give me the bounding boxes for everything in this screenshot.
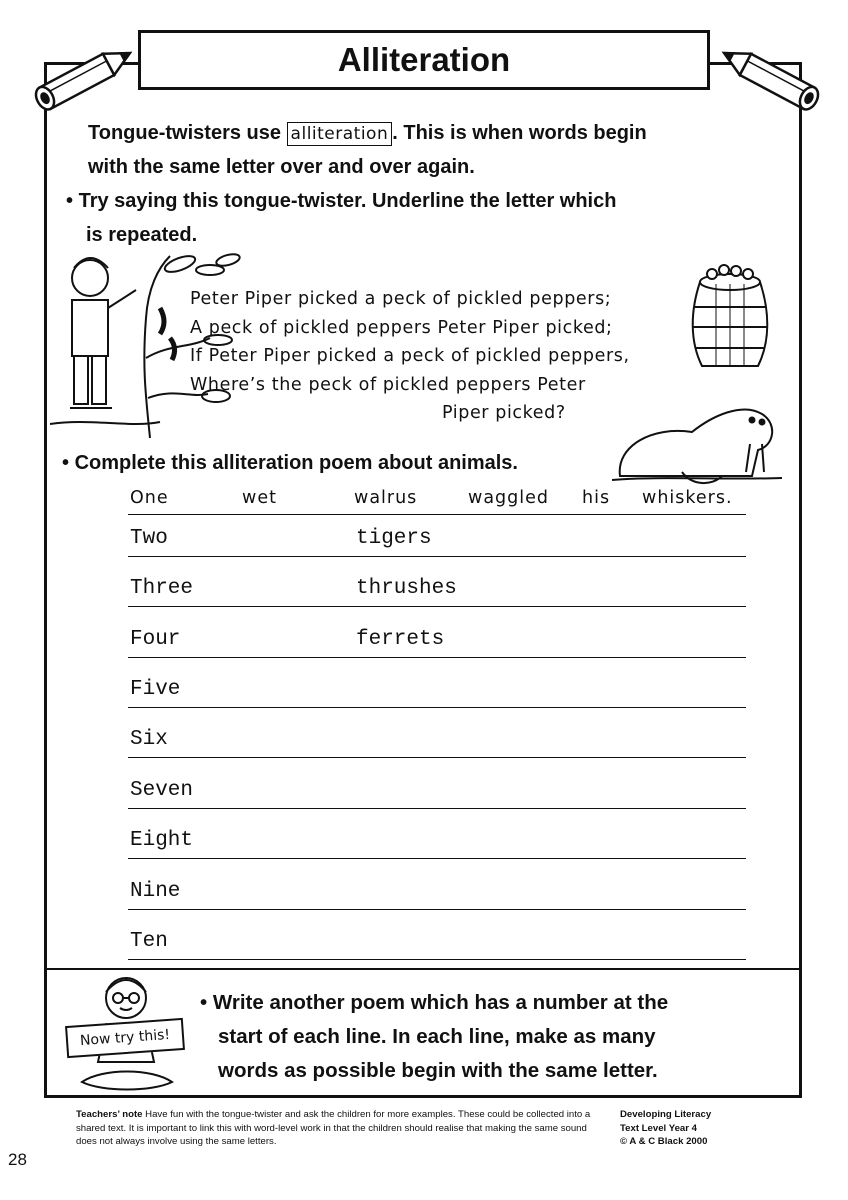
now-try-this-sign: Now try this! xyxy=(65,1018,185,1058)
poem-writing-line[interactable] xyxy=(128,510,746,557)
task2-text: Complete this alliteration poem about animals. xyxy=(74,452,518,474)
boxed-word: alliteration xyxy=(287,122,393,146)
poem-writing-line[interactable] xyxy=(128,611,746,658)
intro-text-line2: with the same letter over and over again. xyxy=(88,156,475,178)
poem-line: If Peter Piper picked a peck of pickled peppers, xyxy=(190,346,630,366)
intro-text xyxy=(88,116,768,184)
poem-writing-line[interactable] xyxy=(128,762,746,809)
line-number-word: Nine xyxy=(130,880,181,903)
line-number-word: Seven xyxy=(130,779,194,802)
tongue-twister-poem xyxy=(190,285,630,428)
poem-writing-line[interactable] xyxy=(128,863,746,910)
example-word: wet xyxy=(242,488,277,508)
poem-line: Peter Piper picked a peck of pickled peppers; xyxy=(190,289,612,309)
now-try-line3: words as possible begin with the same letter. xyxy=(218,1059,658,1082)
now-try-line2: start of each line. In each line, make as many xyxy=(218,1025,656,1048)
line-number-word: Eight xyxy=(130,829,194,852)
task-instruction-1 xyxy=(66,184,766,252)
line-number-word: Two xyxy=(130,527,168,550)
now-try-line1: Write another poem which has a number at the xyxy=(212,991,669,1014)
line-number-word: Six xyxy=(130,728,168,751)
poem-writing-line[interactable] xyxy=(128,560,746,607)
pencil-right-illustration xyxy=(706,38,836,118)
poem-writing-line[interactable] xyxy=(128,711,746,758)
poem-line: Where’s the peck of pickled peppers Peter xyxy=(190,374,586,395)
now-try-instruction xyxy=(200,986,760,1088)
teachers-note xyxy=(76,1108,606,1149)
teachers-note-label: Teachers’ note xyxy=(76,1109,143,1120)
example-word: walrus xyxy=(354,488,418,508)
line-number-word: Four xyxy=(130,628,181,651)
intro-text-before: Tongue-twisters use xyxy=(88,122,287,144)
line-number-word: Ten xyxy=(130,930,168,953)
example-word: his xyxy=(582,488,611,508)
example-word: One xyxy=(130,488,169,508)
line-number-word: Five xyxy=(130,678,181,701)
line-animal-word: ferrets xyxy=(356,628,445,651)
credit-line: Developing Literacy xyxy=(620,1109,712,1120)
section-divider xyxy=(44,968,802,970)
task1-line1: Try saying this tongue-twister. Underline the letter which xyxy=(78,190,617,212)
bullet: • xyxy=(62,452,70,474)
walrus-illustration xyxy=(612,396,782,492)
publication-credit xyxy=(620,1108,711,1149)
line-animal-word: thrushes xyxy=(356,577,457,600)
bullet: • xyxy=(66,190,74,212)
credit-line: © A & C Black 2000 xyxy=(620,1136,708,1147)
task1-line2: is repeated. xyxy=(86,224,198,246)
intro-text-after: . This is when words begin xyxy=(392,122,647,144)
example-word: waggled xyxy=(468,488,549,508)
credit-line: Text Level Year 4 xyxy=(620,1122,697,1134)
poem-line: A peck of pickled peppers Peter Piper picked; xyxy=(190,317,613,338)
page-number: 28 xyxy=(8,1150,27,1169)
poem-writing-line[interactable] xyxy=(128,812,746,859)
task-instruction-2 xyxy=(62,452,518,475)
page-title: Alliteration xyxy=(138,30,710,90)
poem-writing-line[interactable] xyxy=(128,661,746,708)
poem-writing-line[interactable] xyxy=(128,913,746,960)
bullet: • xyxy=(200,991,208,1014)
teachers-note-text: Have fun with the tongue-twister and ask the children for more examples. These could be collected into a shared text. It is important to link this with word-level work in that the children should realise that making the same sound does not always involve using the same letters. xyxy=(76,1109,591,1147)
poem-line: Piper picked? xyxy=(442,403,566,423)
barrel-of-peppers-illustration xyxy=(690,262,770,372)
line-number-word: Three xyxy=(130,577,194,600)
example-word: whiskers. xyxy=(642,488,733,508)
line-animal-word: tigers xyxy=(356,527,432,550)
pencil-left-illustration xyxy=(18,38,148,118)
